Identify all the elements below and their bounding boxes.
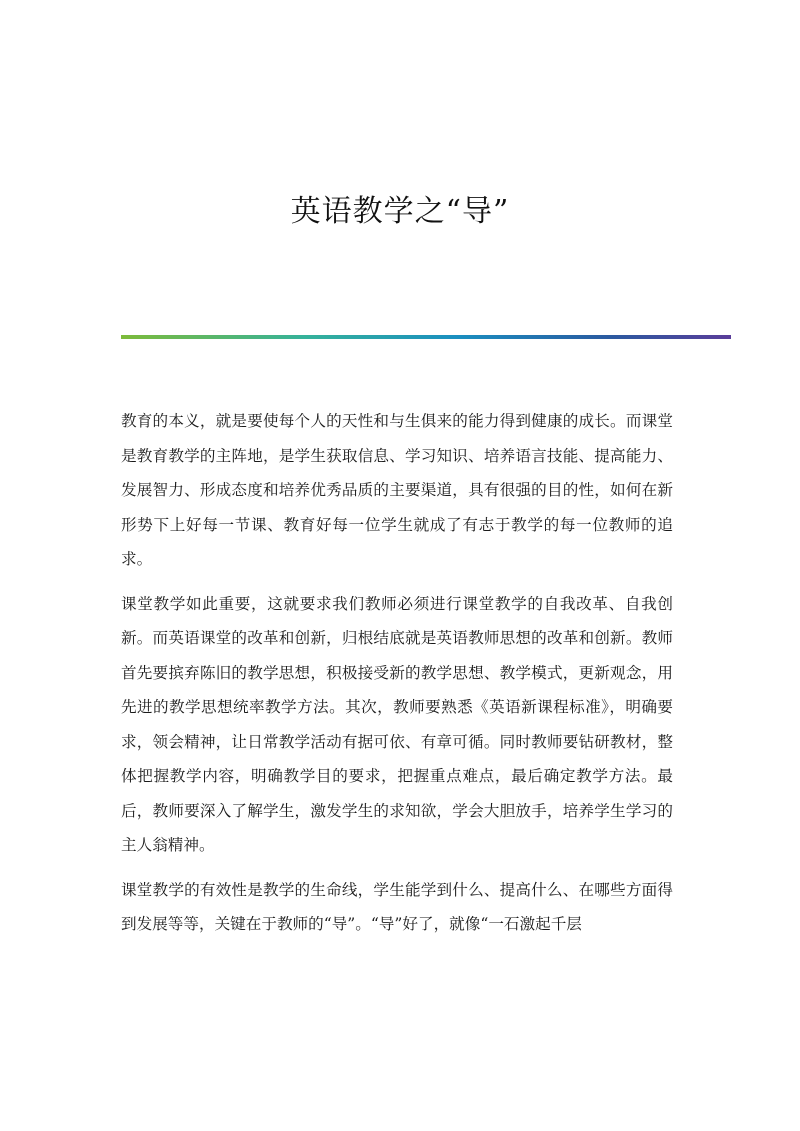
paragraph-1: 教育的本义，就是要使每个人的天性和与生俱来的能力得到健康的成长。而课堂是教育教学的主阵地，是学生获取信息、学习知识、培养语言技能、提高能力、发展智力、形成态度和培养优秀品质的主要渠道，具有很强的目的性，如何在新形势下上好每一节课、教育好每一位学生就成了有志于教学的每一位教师的追求。	[121, 412, 673, 568]
paragraph-2: 课堂教学如此重要，这就要求我们教师必须进行课堂教学的自我改革、自我创新。而英语课堂的改革和创新，归根结底就是英语教师思想的改革和创新。教师首先要摈弃陈旧的教学思想，积极接受新的教学思想、教学模式，更新观念，用先进的教学思想统率教学方法。其次，教师要熟悉《英语新课程标准》，明确要求，领会精神，让日常教学活动有据可依、有章可循。同时教师要钻研教材，整体把握教学内容，明确教学目的要求，把握重点难点，最后确定教学方法。最后，教师要深入了解学生，激发学生的求知欲，学会大胆放手，培养学生学习的主人翁精神。	[121, 594, 673, 854]
document-body	[121, 404, 673, 952]
title-divider	[121, 335, 731, 339]
document-title: 英语教学之“导”	[290, 194, 510, 229]
paragraph-3: 课堂教学的有效性是教学的生命线，学生能学到什么、提高什么、在哪些方面得到发展等等，关键在于教师的“导”。“导”好了，就像“一石激起千层	[121, 880, 673, 933]
